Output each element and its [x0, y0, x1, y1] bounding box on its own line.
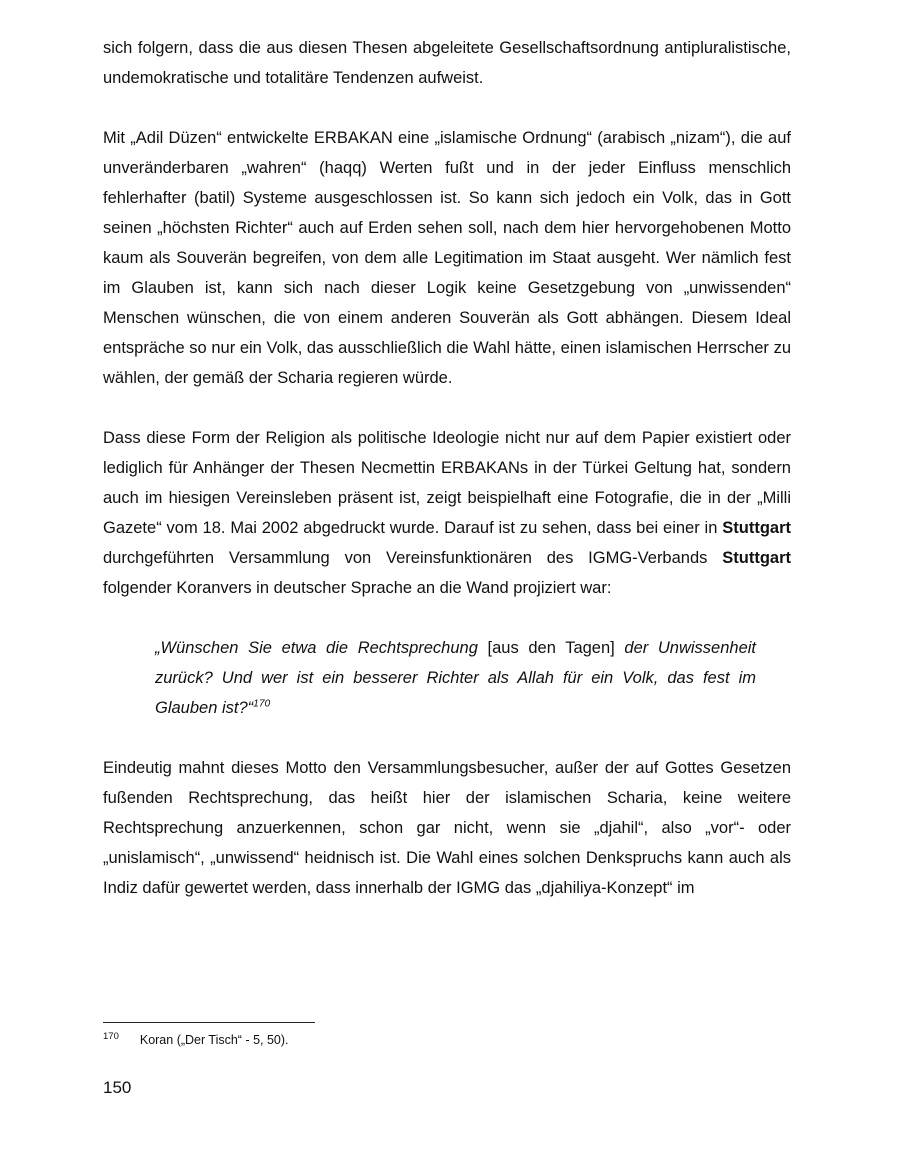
paragraph-4: Eindeutig mahnt dieses Motto den Versammlungsbesucher, außer der auf Gottes Gesetzen fußenden Rechtsprechung, das heißt hier der islamischen Scharia, keine weitere Rechtsprechung anzuerkennen, schon gar nicht, wenn sie „djahil“, also „vor“- oder „unislamisch“, „unwissend“ heidnisch ist. Die Wahl eines solchen Denkspruchs kann auch als Indiz dafür gewertet werden, dass innerhalb der IGMG das „djahiliya-Konzept“ im	[103, 759, 791, 897]
footnote-area	[103, 1022, 791, 1048]
koran-quote-block: „Wünschen Sie etwa die Rechtsprechung [aus den Tagen] der Unwissenheit zurück? Und wer ist ein besserer Richter als Allah für ein Volk, das fest im Glauben ist?“$^{170}$	[155, 639, 757, 717]
page-number: 150	[103, 1078, 132, 1097]
footnote-number: 170	[103, 1030, 119, 1042]
footnote	[103, 1032, 791, 1048]
paragraph-2: Mit „Adil Düzen“ entwickelte ERBAKAN eine „islamische Ordnung“ (arabisch „nizam“), die auf unveränderbaren „wahren“ (haqq) Werten fußt und in der jeder Einfluss menschlich fehlerhafter (batil) Systeme ausgeschlossen ist. So kann sich jedoch ein Volk, das in Gott seinen „höchsten Richter“ auch auf Erden sehen soll, nach dem hier hervorgehobenen Motto kaum als Souverän begreifen, von dem alle Legitimation im Staat ausgeht. Wer nämlich fest im Glauben ist, kann sich nach dieser Logik keine Gesetzgebung von „unwissenden“ Menschen wünschen, die von einem anderen Souverän als Gott abhängen. Diesem Ideal entspräche so nur ein Volk, das ausschließlich die Wahl hätte, einen islamischen Herrscher zu wählen, der gemäß der Scharia regieren würde.	[103, 129, 791, 387]
footnote-divider	[103, 1022, 315, 1023]
paragraph-1: sich folgern, dass die aus diesen Thesen abgeleitete Gesellschaftsordnung antipluralistische, undemokratische und totalitäre Tendenzen aufweist.	[103, 39, 791, 87]
page-body	[103, 33, 791, 933]
footnote-text: Koran („Der Tisch“ - 5, 50).	[139, 1033, 289, 1047]
paragraph-3: Dass diese Form der Religion als politische Ideologie nicht nur auf dem Papier existiert oder lediglich für Anhänger der Thesen Necmettin ERBAKANs in der Türkei Geltung hat, sondern auch im hiesigen Vereinsleben präsent ist, zeigt beispielhaft eine Fotografie, die in der „Milli Gazete“ vom 18. Mai 2002 abgedruckt wurde. Darauf ist zu sehen, dass bei einer in Stuttgart durchgeführten Versammlung von Vereinsfunktionären des IGMG-Verbands Stuttgart folgender Koranvers in deutscher Sprache an die Wand projiziert war:	[103, 429, 791, 597]
